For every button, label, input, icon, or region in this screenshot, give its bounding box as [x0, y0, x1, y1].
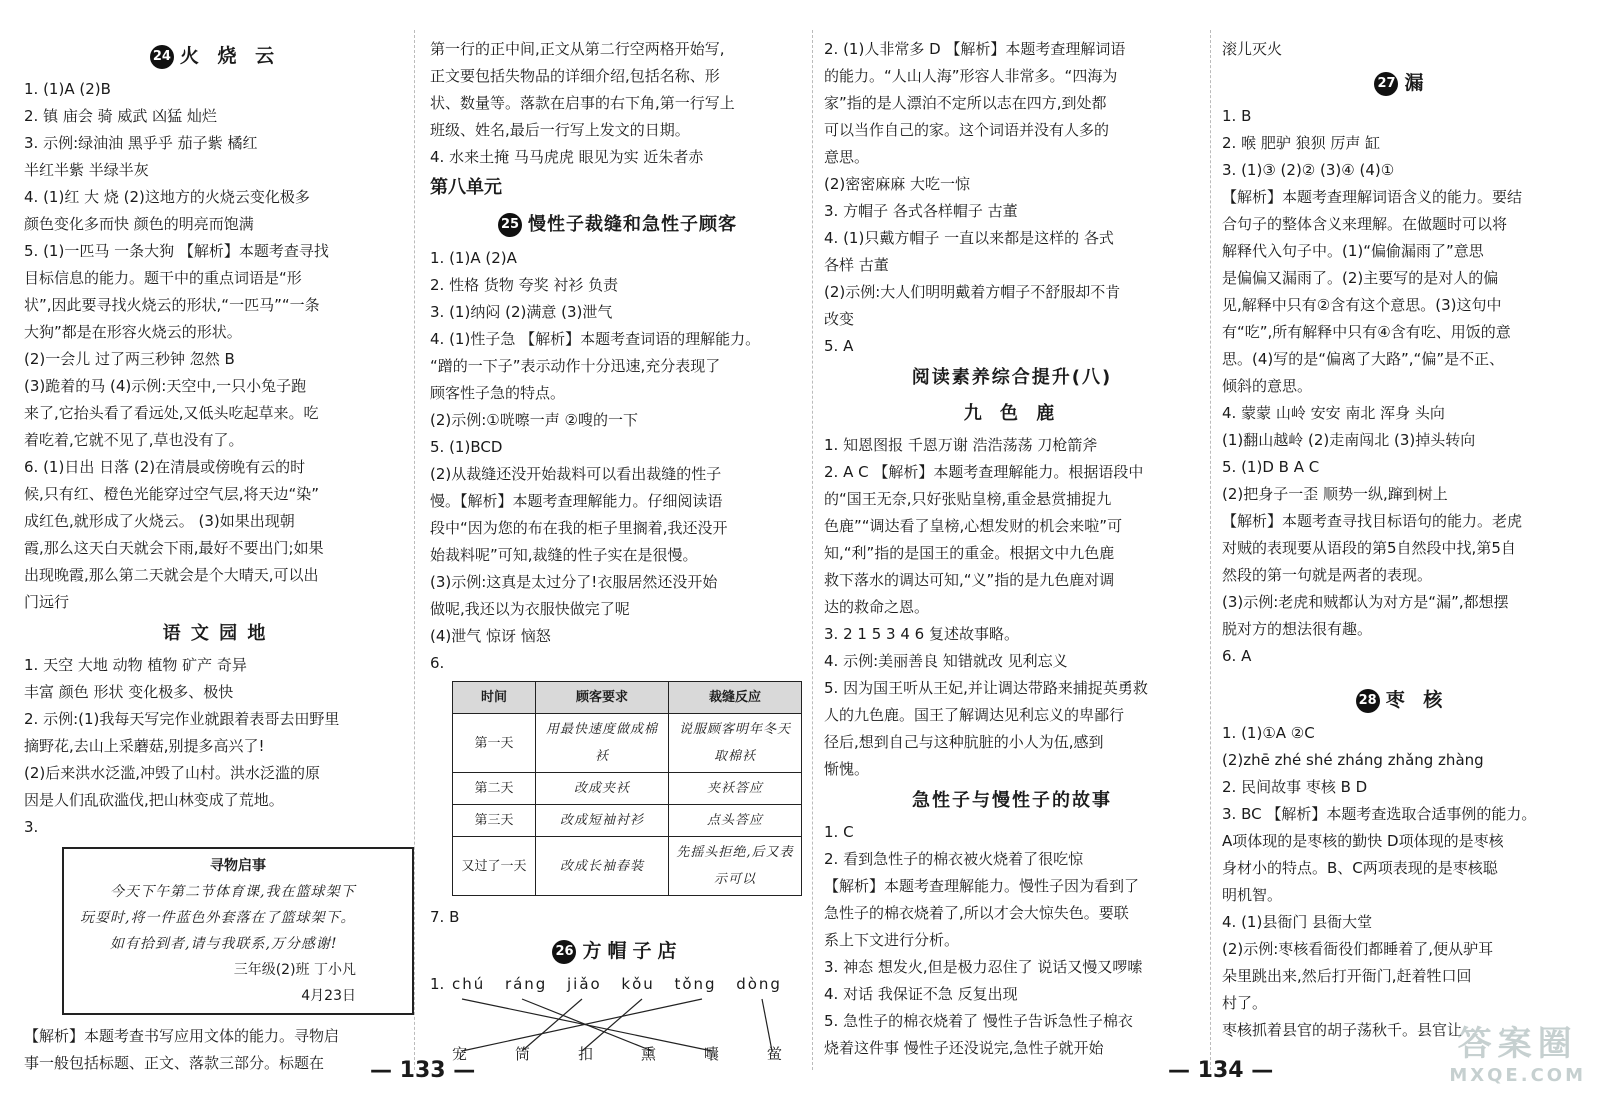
table-cell: 说服顾客明年冬天取棉袄: [669, 714, 802, 773]
answer-line: 1. B: [1222, 107, 1252, 125]
pinyin-item: chú: [452, 975, 486, 993]
lesson-number-badge: 28: [1356, 689, 1380, 713]
answer-list: [1222, 103, 1582, 670]
page-divider-left: [414, 30, 415, 1070]
answer-line: 2. 民间故事 枣核 B D: [1222, 778, 1368, 796]
answer-line: (2)后来洪水泛滥,冲毁了山村。洪水泛滥的原: [24, 764, 321, 782]
table-cell: 先摇头拒绝,后又表示可以: [669, 837, 802, 896]
answer-line: 5. (1)一匹马 一条大狗 【解析】本题考查寻找: [24, 242, 329, 260]
answer-line: (3)跪着的马 (4)示例:天空中,一只小兔子跑: [24, 377, 307, 395]
table-cell: 改成长袖春装: [536, 837, 669, 896]
answer-line: 然段的第一句就是两者的表现。: [1222, 566, 1433, 584]
section-title-text: 漏: [1404, 72, 1430, 94]
section-title-28: [1222, 680, 1582, 720]
answer-list: [430, 245, 805, 677]
answer-line: (4)泄气 惊讶 恼怒: [430, 627, 551, 645]
answer-line: 3.: [24, 818, 39, 836]
answer-list: [24, 652, 406, 841]
answer-line: 着吃着,它就不见了,草也没有了。: [24, 431, 244, 449]
character-item: 熏: [640, 1045, 656, 1063]
character-item: 囔: [703, 1045, 719, 1063]
answer-line: (3)示例:这真是太过分了!衣服居然还没开始: [430, 573, 718, 591]
answer-line: A项体现的是枣核的勤快 D项体现的是枣核: [1222, 832, 1504, 850]
table-cell: 第三天: [453, 805, 536, 837]
answer-line: 2. 喉 肥驴 狼狈 厉声 缸: [1222, 134, 1381, 152]
answer-line: 大狗”都是在形容火烧云的形状。: [24, 323, 242, 341]
answer-line: 丰富 颜色 形状 变化极多、极快: [24, 683, 234, 701]
section-title-26: [430, 931, 805, 971]
lesson-number-badge: 26: [552, 940, 576, 964]
answer-line: 半红半紫 半绿半灰: [24, 161, 149, 179]
unit-title: 第八单元: [430, 177, 502, 198]
answer-list: [24, 76, 406, 616]
watermark-text: 答案圈: [1457, 1024, 1578, 1064]
answer-line: (3)示例:老虎和贼都认为对方是“漏”,都想摆: [1222, 593, 1509, 611]
section-title-text: 慢性子裁缝和急性子顾客: [528, 214, 737, 235]
table-cell: 第二天: [453, 773, 536, 805]
answer-line: 5. A: [824, 337, 854, 355]
answer-line: 3. 神态 想发火,但是极力忍住了 说话又慢又啰嗦: [824, 958, 1143, 976]
answer-line: 【解析】本题考查书写应用文体的能力。寻物启: [24, 1027, 340, 1045]
answer-line: 【解析】本题考查理解能力。慢性子因为看到了: [824, 877, 1140, 895]
answer-line: 1. (1)①A ②C: [1222, 724, 1315, 742]
answer-line: 2. 示例:(1)我每天写完作业就跟着表哥去田野里: [24, 710, 340, 728]
table-cell: 改成夹袄: [536, 773, 669, 805]
answer-line: 枣核抓着县官的胡子荡秋千。县官让: [1222, 1021, 1463, 1039]
answer-line: 系上下文进行分析。: [824, 931, 960, 949]
answer-line: 意思。: [824, 148, 870, 166]
answer-line: 出现晚霞,那么第二天就会是个大晴天,可以出: [24, 566, 319, 584]
answer-line: 合句子的整体含义来理解。在做题时可以将: [1222, 215, 1508, 233]
answer-line: 惭愧。: [824, 760, 870, 778]
answer-line: 状”,因此要寻找火烧云的形状,“一匹马”“一条: [24, 296, 320, 314]
table-row: [453, 714, 802, 773]
section-title-27: [1222, 63, 1582, 103]
pinyin-item: jiǎo: [567, 975, 602, 993]
answer-line: 对贼的表现要从语段的第5自然段中找,第5自: [1222, 539, 1516, 557]
lesson-number-badge: 27: [1374, 72, 1398, 96]
answer-list: [824, 819, 1200, 1062]
answer-line: 家”指的是人漂泊不定所以志在四方,到处都: [824, 94, 1107, 112]
answer-line: 正文要包括失物品的详细介绍,包括名称、形: [430, 67, 720, 85]
section-title-text: 火 烧 云: [179, 45, 281, 67]
pinyin-item: tǒng: [674, 975, 717, 993]
section-title-text: 方帽子店: [582, 940, 683, 962]
notice-signature: 三年级(2)班 丁小凡: [233, 962, 356, 978]
answer-line: 6. A: [1222, 647, 1252, 665]
notice-body-line: 如有拾到者,请与我联系,万分感谢!: [80, 936, 338, 952]
answer-line: (2)一会儿 过了两三秒钟 忽然 B: [24, 350, 235, 368]
answer-line: 4. (1)性子急 【解析】本题考查词语的理解能力。: [430, 330, 761, 348]
answer-line: 5. 急性子的棉衣烧着了 慢性子告诉急性子棉衣: [824, 1012, 1133, 1030]
page-number-left: — 133 —: [370, 1058, 476, 1083]
answer-line: 1. 天空 大地 动物 植物 矿产 奇异: [24, 656, 247, 674]
answer-line: 身材小的特点。B、C两项表现的是枣核聪: [1222, 859, 1498, 877]
answer-line: 是偏偏又漏雨了。(2)主要写的是对人的偏: [1222, 269, 1499, 287]
answer-line: 色鹿”“调达看了皇榜,心想发财的机会来啦”可: [824, 517, 1123, 535]
pinyin-row: [452, 971, 782, 998]
table-body: [453, 714, 802, 896]
answer-line: 【解析】本题考查理解词语含义的能力。要结: [1222, 188, 1523, 206]
answer-line: (2)把身子一歪 顺势一纵,蹿到树上: [1222, 485, 1448, 503]
answer-line: 的“国王无奈,只好张贴皇榜,重金悬赏捕捉九: [824, 490, 1112, 508]
answer-line: 径后,想到自己与这种肮脏的小人为伍,感到: [824, 733, 1104, 751]
answer-line: 慢。【解析】本题考查理解能力。仔细阅读语: [430, 492, 723, 510]
answer-list: [824, 432, 1200, 783]
answer-line: 1. C: [824, 823, 854, 841]
answer-line: 3. 2 1 5 3 4 6 复述故事略。: [824, 625, 1019, 643]
answer-line: 思。(4)写的是“偏离了大路”,“偏”是不正、: [1222, 350, 1505, 368]
lesson-number-badge: 24: [150, 45, 174, 69]
answer-line: 2. (1)人非常多 D 【解析】本题考查理解词语: [824, 40, 1126, 58]
answer-list: [430, 36, 805, 171]
answer-line: 达的救命之恩。: [824, 598, 930, 616]
answer-line: 5. (1)BCD: [430, 438, 503, 456]
answer-line: 来了,它抬头看了看远处,又低头吃起草来。吃: [24, 404, 319, 422]
answer-line: 始裁料呢”可知,裁缝的性子实在是很慢。: [430, 546, 698, 564]
answer-line: 的能力。“人山人海”形容人非常多。“四海为: [824, 67, 1118, 85]
answer-line: 3. 方帽子 各式各样帽子 古董: [824, 202, 1018, 220]
answer-line: 成红色,就形成了火烧云。 (3)如果出现朝: [24, 512, 295, 530]
answer-line: 6.: [430, 654, 445, 672]
answer-line: 人的九色鹿。国王了解调达见利忘义的卑鄙行: [824, 706, 1125, 724]
page-divider-center: [812, 30, 813, 1070]
tailor-response-table: [452, 681, 802, 896]
answer-line: 脱对方的想法很有趣。: [1222, 620, 1373, 638]
table-cell: 又过了一天: [453, 837, 536, 896]
table-row: [453, 773, 802, 805]
answer-line: (2)密密麻麻 大吃一惊: [824, 175, 971, 193]
character-item: 扣: [577, 1045, 593, 1063]
answer-line: 3. (1)③ (2)② (3)④ (4)①: [1222, 161, 1395, 179]
page-number-right: — 134 —: [1168, 1058, 1274, 1083]
answer-line: 摘野花,去山上采蘑菇,别提多高兴了!: [24, 737, 265, 755]
pinyin-item: ráng: [504, 975, 548, 993]
answer-line: 解释代入句子中。(1)“偏偷漏雨了”意思: [1222, 242, 1484, 260]
answer-line: 4. 蒙蒙 山岭 安安 南北 浑身 头向: [1222, 404, 1445, 422]
answer-line: (2)示例:①咣嚓一声 ②嗖的一下: [430, 411, 638, 429]
answer-line: 1. (1)A (2)B: [24, 80, 111, 98]
answer-line: “蹭的一下子”表示动作十分迅速,充分表现了: [430, 357, 721, 375]
column-1: [24, 36, 406, 1077]
answer-line: 有“吃”,所有解释中只有④含有吃、用饭的意: [1222, 323, 1511, 341]
section-title-story: 急性子与慢性子的故事: [912, 790, 1112, 811]
answer-line: 倾斜的意思。: [1222, 377, 1313, 395]
answer-list: [430, 904, 805, 931]
answer-line: 目标信息的能力。题干中的重点词语是“形: [24, 269, 302, 287]
answer-list: [1222, 720, 1582, 1044]
section-title-reading: 阅读素养综合提升(八): [911, 367, 1113, 388]
answer-list: [1222, 36, 1582, 63]
answer-line: 朵里跳出来,然后打开衙门,赶着牲口回: [1222, 967, 1472, 985]
answer-line: 4. (1)县衙门 县衙大堂: [1222, 913, 1373, 931]
answer-line: 可以当作自己的家。这个词语并没有人多的: [824, 121, 1110, 139]
answer-line: 候,只有红、橙色光能穿过空气层,将天边“染”: [24, 485, 320, 503]
answer-line: 4. (1)只戴方帽子 一直以来都是这样的 各式: [824, 229, 1114, 247]
notice-body-line: 玩耍时,将一件蓝色外套落在了篮球架下。: [80, 910, 356, 926]
answer-line: 4. 水来土掩 马马虎虎 眼见为实 近朱者赤: [430, 148, 704, 166]
answer-line: 门远行: [24, 593, 70, 611]
answer-line: 3. (1)纳闷 (2)满意 (3)泄气: [430, 303, 613, 321]
answer-line: 2. 镇 庙会 骑 威武 凶猛 灿烂: [24, 107, 217, 125]
answer-line: 6. (1)日出 日落 (2)在清晨或傍晚有云的时: [24, 458, 306, 476]
table-cell: 第一天: [453, 714, 536, 773]
lost-item-notice: [62, 847, 414, 1015]
answer-line: 3. BC 【解析】本题考查选取合适事例的能力。: [1222, 805, 1537, 823]
section-subtitle: 九 色 鹿: [963, 403, 1061, 424]
table-row: [453, 837, 802, 896]
answer-line: 段中“因为您的布在我的柜子里搁着,我还没开: [430, 519, 728, 537]
table-row: [453, 805, 802, 837]
answer-line: (1)翻山越岭 (2)走南闯北 (3)掉头转向: [1222, 431, 1476, 449]
answer-line: 第一行的正中间,正文从第二行空两格开始写,: [430, 40, 725, 58]
answer-line: 明机智。: [1222, 886, 1283, 904]
answer-list: [24, 1023, 406, 1077]
answer-line: 4. 示例:美丽善良 知错就改 见利忘义: [824, 652, 1068, 670]
answer-list: [824, 36, 1200, 360]
column-2: [430, 36, 805, 1067]
answer-line: 村了。: [1222, 994, 1268, 1012]
watermark: [1449, 1016, 1586, 1086]
answer-line: 见,解释中只有②含有这个意思。(3)这句中: [1222, 296, 1502, 314]
answer-line: 2. A C 【解析】本题考查理解能力。根据语段中: [824, 463, 1144, 481]
answer-line: (2)示例:大人们明明戴着方帽子不舒服却不肯: [824, 283, 1121, 301]
answer-line: 5. (1)D B A C: [1222, 458, 1320, 476]
answer-line: 各样 古董: [824, 256, 889, 274]
answer-line: 烧着这件事 慢性子还没说完,急性子就开始: [824, 1039, 1104, 1057]
section-title-24: [24, 36, 406, 76]
answer-line: 急性子的棉衣烧着了,所以才会大惊失色。要联: [824, 904, 1129, 922]
table-cell: 夹袄答应: [669, 773, 802, 805]
answer-line: 因是人们乱砍滥伐,把山林变成了荒地。: [24, 791, 284, 809]
notice-title: 寻物启事: [210, 858, 266, 874]
answer-line: 3. 示例:绿油油 黑乎乎 茄子紫 橘红: [24, 134, 258, 152]
answer-line: 状、数量等。落款在启事的右下角,第一行写上: [430, 94, 735, 112]
answer-line: (2)zhē zhé shé zháng zhǎng zhàng: [1222, 751, 1484, 769]
answer-line: 【解析】本题考查寻找目标语句的能力。老虎: [1222, 512, 1523, 530]
answer-line: 改变: [824, 310, 855, 328]
table-cell: 点头答应: [669, 805, 802, 837]
character-item: 筒: [514, 1045, 530, 1063]
section-title-25: [430, 205, 805, 245]
answer-line: 5. 因为国王听从王妃,并让调达带路来捕捉英勇救: [824, 679, 1148, 697]
answer-line: 做呢,我还以为衣服快做完了呢: [430, 600, 630, 618]
answer-line: 知,“利”指的是国王的重金。根据文中九色鹿: [824, 544, 1115, 562]
answer-line: 霞,那么这天白天就会下雨,最好不要出门;如果: [24, 539, 324, 557]
lesson-number-badge: 25: [498, 213, 522, 237]
notice-body-line: 今天下午第二节体育课,我在篮球架下: [80, 884, 356, 900]
pinyin-matching-exercise: [430, 971, 805, 1067]
watermark-url: MXQE.COM: [1449, 1065, 1586, 1086]
answer-line: 班级、姓名,最后一行写上发文的日期。: [430, 121, 690, 139]
answer-line: 4. (1)红 大 烧 (2)这地方的火烧云变化极多: [24, 188, 310, 206]
character-row: [452, 1041, 782, 1068]
answer-line: (2)从裁缝还没开始裁料可以看出裁缝的性子: [430, 465, 722, 483]
answer-line: 滚儿灭火: [1222, 40, 1283, 58]
table-cell: 改成短袖衬衫: [536, 805, 669, 837]
answer-line: 救下落水的调达可知,“义”指的是九色鹿对调: [824, 571, 1115, 589]
answer-line: 2. 看到急性子的棉衣被火烧着了很吃惊: [824, 850, 1084, 868]
character-item: 鲎: [766, 1045, 782, 1063]
column-4: [1222, 36, 1582, 1044]
table-header-row: [453, 682, 802, 714]
answer-line: 2. 性格 货物 夸奖 衬衫 负责: [430, 276, 619, 294]
column-3: [824, 36, 1200, 1062]
answer-line: 顾客性子急的特点。: [430, 384, 566, 402]
character-item: 宠: [452, 1045, 468, 1063]
answer-line: 7. B: [430, 908, 460, 926]
answer-line: 1. 知恩图报 千恩万谢 浩浩荡荡 刀枪箭斧: [824, 436, 1098, 454]
answer-line: 颜色变化多而快 颜色的明亮而饱满: [24, 215, 254, 233]
table-header: 时间: [453, 682, 536, 714]
section-title-text: 枣 核: [1385, 689, 1449, 711]
answer-line: 4. 对话 我保证不急 反复出现: [824, 985, 1018, 1003]
page-divider-right: [1210, 30, 1211, 1070]
question-number: 1.: [430, 975, 445, 993]
pinyin-item: dòng: [736, 975, 782, 993]
answer-line: 1. (1)A (2)A: [430, 249, 517, 267]
table-header: 顾客要求: [536, 682, 669, 714]
table-cell: 用最快速度做成棉袄: [536, 714, 669, 773]
table-header: 裁缝反应: [669, 682, 802, 714]
answer-line: 事一般包括标题、正文、落款三部分。标题在: [24, 1054, 325, 1072]
pinyin-item: kǒu: [621, 975, 655, 993]
section-title-yuwen-yuandi: 语 文 园 地: [162, 623, 268, 644]
notice-date: 4月23日: [301, 988, 356, 1004]
answer-line: (2)示例:枣核看衙役们都睡着了,便从驴耳: [1222, 940, 1494, 958]
